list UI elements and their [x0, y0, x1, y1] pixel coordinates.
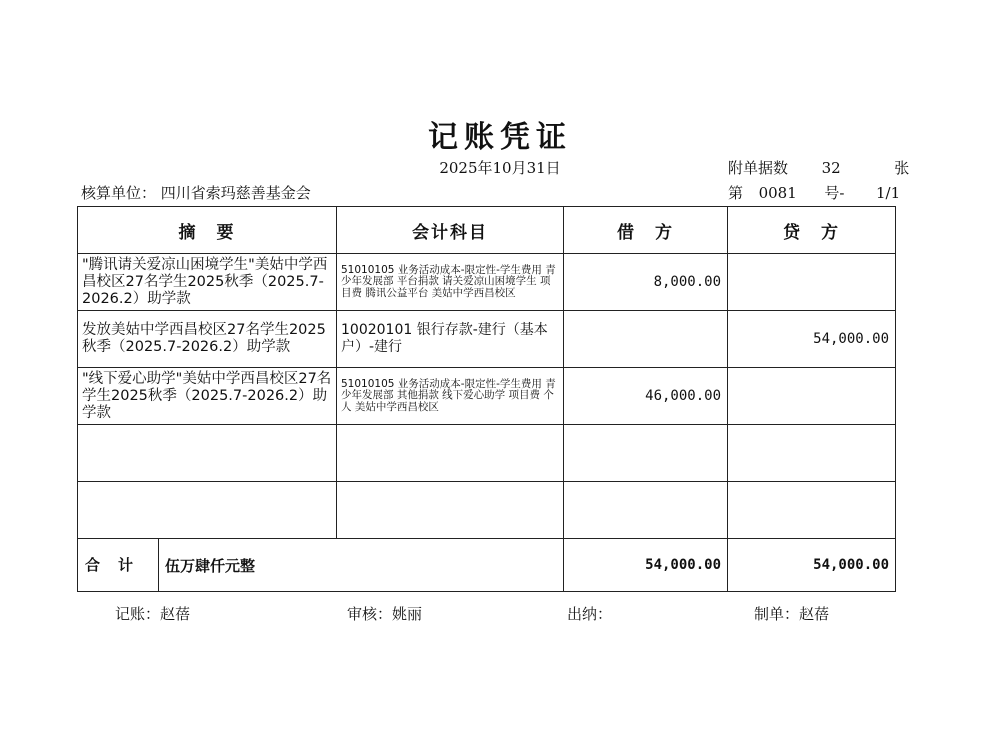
row-summary: "腾讯请关爱凉山困境学生"美姑中学西昌校区27名学生2025秋季（2025.7-2026.2）助学款: [78, 254, 337, 311]
total-debit: 54,000.00: [564, 539, 728, 592]
row-debit: 46,000.00: [564, 368, 728, 425]
attachment-unit: 张: [894, 159, 910, 177]
row-credit: [728, 254, 896, 311]
voucher-page: 1/1: [875, 184, 901, 202]
cashier-label: 出纳：: [567, 605, 613, 623]
empty-cell: [78, 482, 337, 539]
voucher-date: 2025年10月31日: [439, 159, 561, 177]
empty-cell: [564, 482, 728, 539]
maker-signature: [754, 603, 829, 624]
attachment-count: [728, 157, 909, 178]
empty-cell: [728, 482, 896, 539]
row-subject: 10020101 银行存款-建行（基本户）-建行: [337, 311, 564, 368]
unit-label: 核算单位：: [81, 184, 157, 202]
bookkeeper-signature: [115, 603, 190, 624]
reviewer-name: 姚丽: [392, 605, 423, 623]
row-summary: "线下爱心助学"美姑中学西昌校区27名学生2025秋季（2025.7-2026.2）助学款: [78, 368, 337, 425]
total-row: [78, 539, 896, 592]
accounting-unit: [81, 182, 311, 203]
header-subject: 会计科目: [337, 207, 564, 254]
empty-cell: [337, 482, 564, 539]
row-credit: 54,000.00: [728, 311, 896, 368]
voucher-prefix: 第: [728, 184, 744, 202]
row-subject: 51010105 业务活动成本-限定性-学生费用 青少年发展部 平台捐款 请关爱凉山困境学生 项目费 腾讯公益平台 美姑中学西昌校区: [337, 254, 564, 311]
total-amount-words: 伍万肆仟元整: [165, 556, 256, 575]
header-debit: 借 方: [564, 207, 728, 254]
empty-cell: [78, 425, 337, 482]
header-summary: 摘 要: [78, 207, 337, 254]
empty-cell: [728, 425, 896, 482]
attachment-label: 附单据数: [728, 159, 789, 177]
empty-cell: [337, 425, 564, 482]
bookkeeper-name: 赵蓓: [160, 605, 191, 623]
voucher-title: 记账凭证: [428, 120, 572, 155]
empty-row: [78, 425, 896, 482]
header-credit: 贷 方: [728, 207, 896, 254]
table-row: [78, 368, 896, 425]
total-label: 合计: [78, 539, 159, 591]
bookkeeper-label: 记账：: [115, 605, 161, 623]
table-row: [78, 254, 896, 311]
voucher-suffix: 号-: [824, 184, 845, 202]
table-row: [78, 311, 896, 368]
row-credit: [728, 368, 896, 425]
total-label-cell: [78, 539, 564, 592]
table-header-row: [78, 207, 896, 254]
row-debit: [564, 311, 728, 368]
voucher-table: [77, 206, 896, 592]
voucher-number: [728, 182, 900, 203]
total-credit: 54,000.00: [728, 539, 896, 592]
maker-name: 赵蓓: [799, 605, 830, 623]
row-subject: 51010105 业务活动成本-限定性-学生费用 青少年发展部 其他捐款 线下爱心助学 项目费 个人 美姑中学西昌校区: [337, 368, 564, 425]
empty-cell: [564, 425, 728, 482]
row-summary: 发放美姑中学西昌校区27名学生2025秋季（2025.7-2026.2）助学款: [78, 311, 337, 368]
attachment-number: 32: [821, 159, 841, 177]
cashier-signature: [567, 603, 612, 624]
reviewer-signature: [347, 603, 422, 624]
row-debit: 8,000.00: [564, 254, 728, 311]
unit-name: 四川省索玛慈善基金会: [160, 184, 311, 202]
maker-label: 制单：: [754, 605, 800, 623]
empty-row: [78, 482, 896, 539]
voucher-number-value: 0081: [758, 184, 797, 202]
reviewer-label: 审核：: [347, 605, 393, 623]
